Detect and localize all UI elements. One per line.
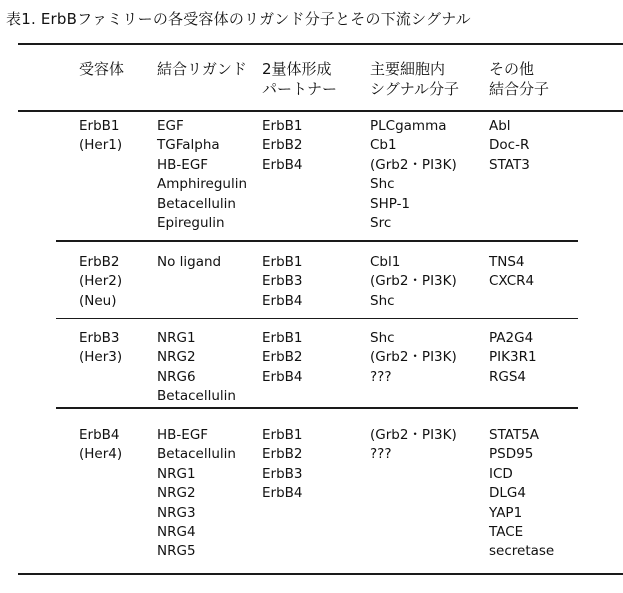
cell-partners [262,329,303,387]
cell-line: Amphiregulin [157,176,248,193]
cell-line: ErbB3 [262,465,303,482]
cell-line: ErbB3 [79,330,120,346]
cell-line: secretase [489,543,555,560]
header-receptor: 受容体 [79,60,125,78]
cell-line: ErbB2 [262,446,303,463]
cell-line: (Her4) [79,446,123,463]
cell-line: Betacellulin [157,446,236,463]
cell-partners [262,253,303,311]
cell-line: ErbB2 [262,349,303,366]
cell-line: ErbB3 [262,273,303,290]
cell-line: NRG1 [157,330,196,346]
cell-line: ErbB4 [262,368,303,385]
cell-line: TNS4 [489,254,525,270]
cell-receptor [79,426,122,465]
cell-signaling [370,253,457,311]
cell-line: ErbB1 [79,118,120,134]
cell-partners [262,426,303,504]
cell-line: Epiregulin [157,214,225,231]
cell-line: NRG2 [157,485,196,502]
cell-line: Cb1 [370,137,397,154]
cell-line: (Grb2・PI3K) [370,349,457,366]
cell-line: (Her1) [79,137,123,154]
header-signaling: 主要細胞内 シグナル分子 [370,60,459,98]
cell-others [489,426,554,562]
cell-line: Cbl1 [370,254,401,270]
cell-line: HB-EGF [157,427,209,443]
cell-signaling [370,329,457,387]
table-top-rule [18,43,623,45]
cell-line: YAP1 [489,504,523,521]
cell-line: HB-EGF [157,156,209,173]
cell-line: NRG1 [157,465,196,482]
cell-line: Shc [370,292,395,309]
cell-line: ??? [370,368,392,385]
cell-signaling [370,117,457,233]
cell-line: STAT3 [489,156,530,173]
cell-line: (Her3) [79,349,123,366]
cell-line: (Grb2・PI3K) [370,156,457,173]
cell-line: ErbB4 [262,292,303,309]
header-ligand: 結合リガンド [157,60,247,78]
cell-line: ErbB1 [262,330,303,346]
cell-receptor [79,329,122,368]
cell-line: TGFalpha [157,137,220,154]
cell-line: EGF [157,118,184,134]
cell-line: NRG2 [157,349,196,366]
row-divider-1 [56,240,578,242]
cell-line: Abl [489,118,511,134]
cell-line: ErbB2 [79,254,120,270]
cell-line: NRG5 [157,543,196,560]
cell-line: PIK3R1 [489,349,537,366]
cell-line: Shc [370,330,395,346]
cell-line: PA2G4 [489,330,534,346]
cell-line: NRG3 [157,504,196,521]
cell-ligands [157,117,247,233]
cell-line: NRG6 [157,368,196,385]
cell-line: Doc-R [489,137,530,154]
cell-line: ICD [489,465,513,482]
cell-ligands [157,426,236,562]
cell-ligands [157,253,221,272]
cell-line: STAT5A [489,427,540,443]
cell-line: (Her2) [79,273,123,290]
cell-line: ErbB1 [262,118,303,134]
table-bottom-rule [18,573,623,575]
cell-line: RGS4 [489,368,526,385]
cell-line: TACE [489,523,524,540]
cell-signaling [370,426,457,465]
cell-line: No ligand [157,254,222,270]
row-divider-3 [56,407,578,409]
cell-line: (Grb2・PI3K) [370,273,457,290]
header-bottom-rule [18,110,623,112]
cell-line: Betacellulin [157,195,236,212]
cell-line: Betacellulin [157,388,236,405]
cell-partners [262,117,303,175]
cell-line: ErbB4 [79,427,120,443]
cell-line: (Neu) [79,292,117,309]
cell-receptor [79,253,122,311]
cell-line: ErbB2 [262,137,303,154]
cell-line: (Grb2・PI3K) [370,427,457,443]
cell-others [489,117,530,175]
cell-line: ErbB4 [262,156,303,173]
cell-line: ErbB1 [262,254,303,270]
cell-line: DLG4 [489,485,526,502]
cell-ligands [157,329,236,407]
row-divider-2 [56,318,578,319]
cell-receptor [79,117,122,156]
header-other: その他 結合分子 [489,60,550,98]
cell-line: CXCR4 [489,273,535,290]
cell-others [489,253,534,292]
cell-line: NRG4 [157,523,196,540]
cell-line: ErbB1 [262,427,303,443]
cell-line: PLCgamma [370,118,447,134]
cell-line: PSD95 [489,446,534,463]
table-title: 表1. ErbBファミリーの各受容体のリガンド分子とその下流シグナル [6,10,471,28]
cell-line: Shc [370,176,395,193]
cell-others [489,329,537,387]
header-dimer-partner: 2量体形成 パートナー [262,60,338,98]
cell-line: ??? [370,446,392,463]
cell-line: ErbB4 [262,485,303,502]
cell-line: SHP-1 [370,195,411,212]
cell-line: Src [370,214,392,231]
